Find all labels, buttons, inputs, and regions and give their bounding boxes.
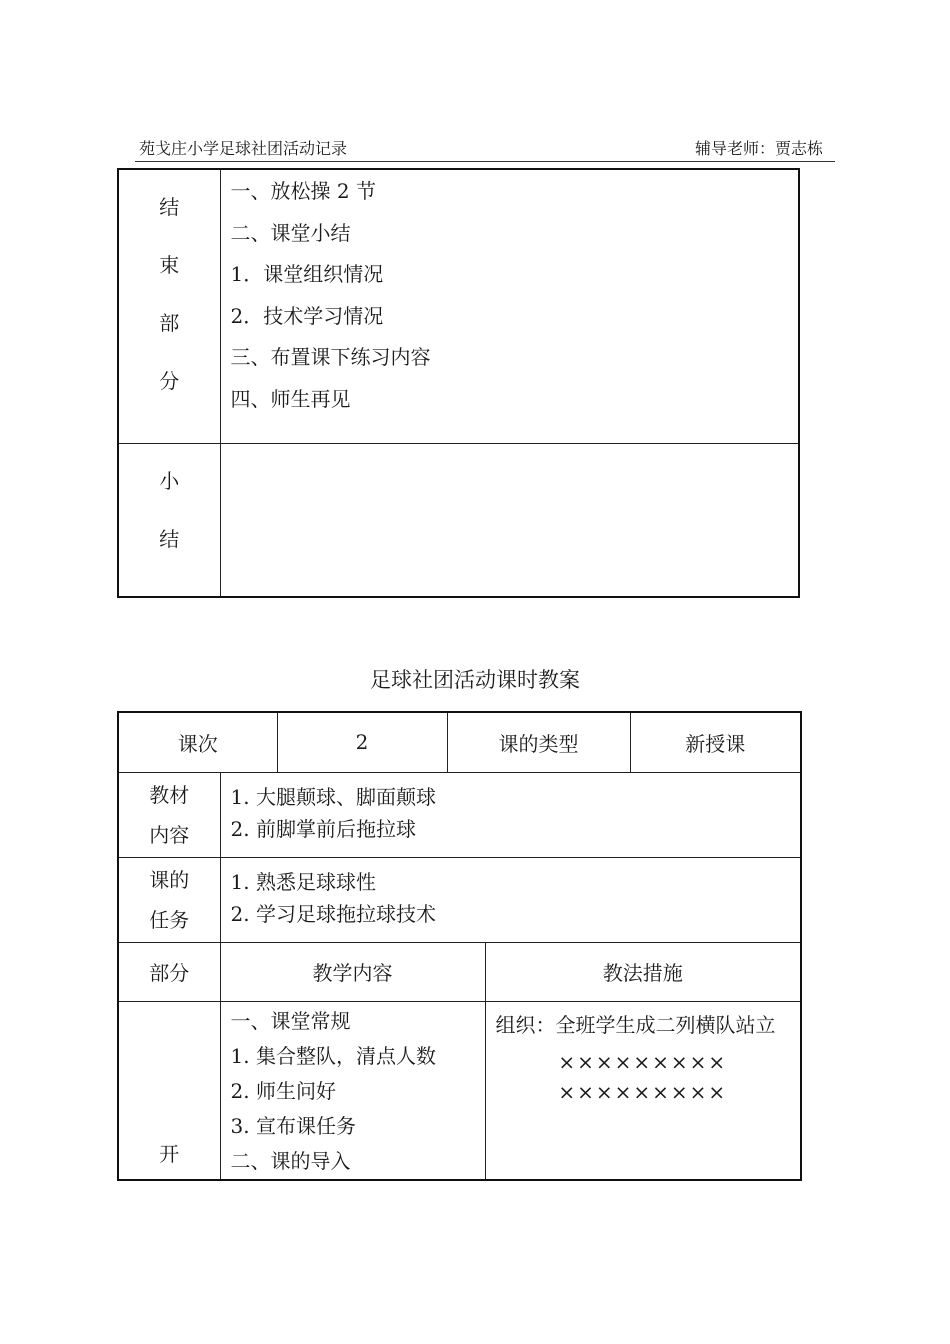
start-content-item: 1. 集合整队，清点人数 [230,1043,436,1068]
col-header-method: 教法措施 [485,942,801,1001]
lesson-plan-table [117,711,802,1181]
document-title: 足球社团活动课时教案 [370,668,580,692]
label-char: 部 [159,311,180,335]
ending-section-label [118,169,220,443]
ending-item: 三、布置课下练习内容 [230,345,431,369]
ending-item: 1．课堂组织情况 [230,262,384,286]
task-label [118,857,220,942]
lesson-type-value: 新授课 [630,712,801,772]
label-line: 教材 [149,782,190,807]
label-line: 任务 [149,907,190,932]
label-char: 分 [159,369,180,393]
ending-section-content [220,169,799,443]
task-item: 1. 熟悉足球球性 [230,869,376,894]
start-content-item: 二、课的导入 [230,1148,351,1173]
ending-item: 二、课堂小结 [230,220,351,245]
header-teacher: 辅导老师：贾志栋 [694,139,823,158]
col-header-content: 教学内容 [220,942,485,1001]
label-char: 束 [159,253,180,277]
start-content-item: 2. 师生问好 [230,1078,336,1103]
material-content [220,772,801,857]
ending-section-table [117,168,800,598]
start-content-item: 一、课堂常规 [230,1008,351,1033]
label-char: 结 [159,195,180,219]
summary-content [220,443,799,597]
col-header-part: 部分 [118,942,220,1001]
summary-label [118,443,220,597]
start-content-item: 3. 宣布课任务 [230,1113,356,1138]
task-content [220,857,801,942]
material-label [118,772,220,857]
start-section-label: 开 [118,1001,220,1180]
label-char: 小 [159,468,180,493]
lesson-no-label: 课次 [118,712,277,772]
start-content [220,1001,485,1180]
label-char: 结 [159,526,180,551]
lesson-type-label: 课的类型 [447,712,630,772]
formation-row: ××××××××× [558,1049,728,1074]
header-school-title: 苑戈庄小学足球社团活动记录 [139,139,348,158]
formation-row: ××××××××× [558,1079,728,1104]
ending-item: 2．技术学习情况 [230,303,384,328]
ending-item: 四、师生再见 [230,386,351,411]
method-text: 组织：全班学生成二列横队站立 [495,1012,776,1037]
lesson-no-value: 2 [277,712,447,772]
material-item: 1. 大腿颠球、脚面颠球 [230,784,436,809]
label-line: 课的 [149,867,190,892]
start-method [485,1001,801,1180]
task-item: 2. 学习足球拖拉球技术 [230,901,436,926]
page-header [135,135,835,162]
material-item: 2. 前脚掌前后拖拉球 [230,816,416,841]
label-line: 内容 [149,822,190,847]
ending-item: 一、放松操 2 节 [230,179,376,203]
